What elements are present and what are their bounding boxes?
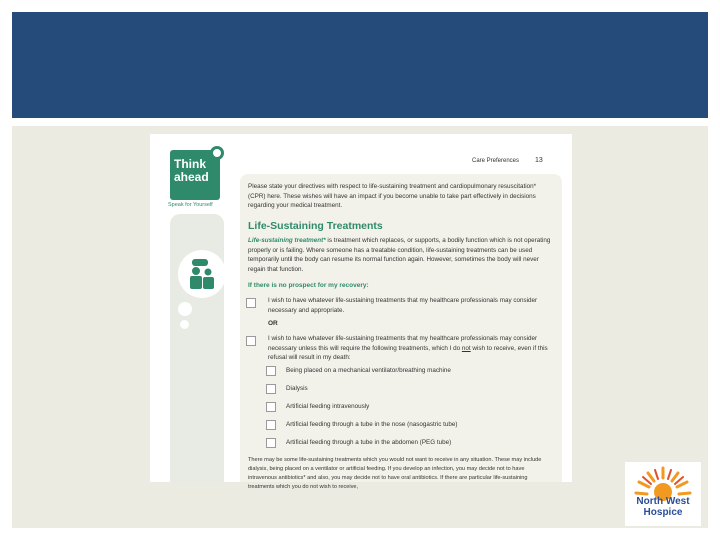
document-page	[150, 134, 572, 490]
form-content	[240, 174, 562, 490]
section-title: Life-Sustaining Treatments	[248, 220, 383, 232]
hospice-name: North West Hospice	[636, 496, 690, 518]
option-1-checkbox[interactable]	[246, 298, 256, 308]
option-2-checkbox[interactable]	[246, 336, 256, 346]
definition-term: Life-sustaining treatment*	[248, 237, 326, 244]
intro-text: Please state your directives with respect to life-sustaining treatment and cardiopulmonary resuscitation* (CPR) here. These wishes will have an impact if you become unable to take part effectively in decisions regarding your medical treatment.	[248, 183, 537, 209]
sun-icon	[633, 464, 693, 496]
logo-text: Think ahead	[174, 157, 209, 184]
people-icon	[178, 250, 226, 298]
or-label: OR	[268, 320, 278, 327]
option-1-text: I wish to have whatever life-sustaining treatments that my healthcare professionals may consider necessary and appropriate.	[268, 297, 538, 314]
sub-option-dialysis: Dialysis	[286, 385, 308, 392]
page-section-title: Care Preferences	[472, 158, 520, 164]
definition-body: is treatment which replaces, or supports, a bodily function which is not operating properly or is failing. Where someone has a treatable condition, life-sustaining treatments can be used temporarily until the body can resume its normal function again. However, sometimes the body will never regain that function.	[248, 237, 551, 273]
option-2-text: I wish to have whatever life-sustaining treatments that my healthcare professionals may consider necessary unless this will require the following treatments, which I do not wish to receive, even if this refusal will result in my death:	[268, 335, 548, 361]
thought-dot-large	[178, 302, 192, 316]
definition-text	[248, 236, 552, 274]
thought-dot-small	[180, 320, 189, 329]
sub-option-nasogastric: Artificial feeding through a tube in the nose (nasogastric tube)	[286, 421, 458, 428]
page-number: 13	[535, 157, 543, 164]
closing-text: There may be some life-sustaining treatments which you would not want to receive in any situation. These may include dialysis, being placed on a ventilator or artificial feeding. If you develop an infection, you may decide not to have intravenous antibiotics* and also, you may decide not to have oral antibiotics. If there are particular life-sustaining treatments which you do not wish to receive,	[248, 457, 542, 490]
sub-option-dialysis-checkbox[interactable]	[266, 384, 276, 394]
sub-option-ventilator-checkbox[interactable]	[266, 366, 276, 376]
logo-tagline: Speak for Yourself	[168, 202, 213, 208]
think-ahead-logo	[170, 150, 220, 200]
sub-option-peg-checkbox[interactable]	[266, 438, 276, 448]
sub-option-ventilator: Being placed on a mechanical ventilator/breathing machine	[286, 367, 451, 374]
sub-option-nasogastric-checkbox[interactable]	[266, 420, 276, 430]
sub-option-iv-feeding: Artificial feeding intravenously	[286, 403, 370, 410]
subheading: If there is no prospect for my recovery:	[248, 282, 369, 289]
slide-title-bar	[12, 12, 708, 118]
sub-option-peg: Artificial feeding through a tube in the abdomen (PEG tube)	[286, 439, 452, 446]
sub-option-iv-feeding-checkbox[interactable]	[266, 402, 276, 412]
north-west-hospice-logo	[625, 462, 701, 526]
